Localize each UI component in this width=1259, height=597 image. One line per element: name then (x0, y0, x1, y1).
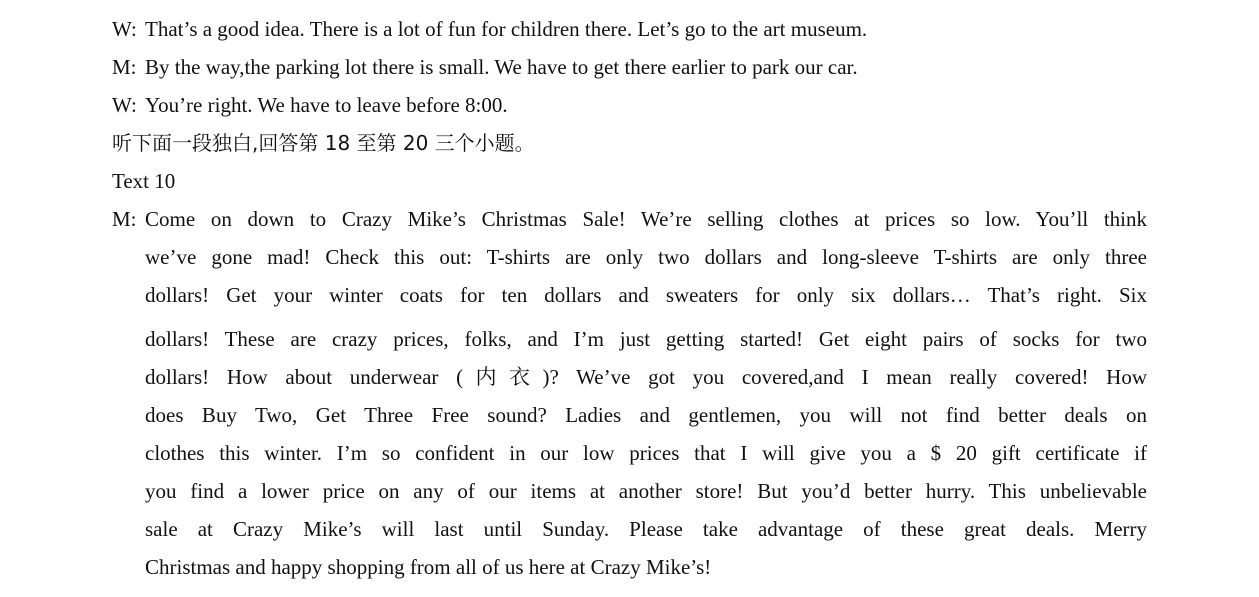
speaker-label: W: (112, 17, 137, 41)
monologue-line: clothes this winter. I’m so confident in our low prices that I will give you a $ 20 gift certificate if (145, 441, 1147, 465)
monologue-line: you find a lower price on any of our items at another store! But you’d better hurry. This unbelievable (145, 479, 1147, 503)
monologue-line: dollars! Get your winter coats for ten dollars and sweaters for only six dollars… That’s right. Six (145, 283, 1147, 307)
speaker-label: M: (112, 207, 137, 231)
monologue-text: Come on down to Crazy Mike’s Christmas Sale! We’re selling clothes at prices so low. You’ll think (145, 207, 1147, 231)
dialogue-line (112, 86, 1152, 124)
monologue-line (112, 200, 1147, 238)
text-label: Text 10 (112, 169, 176, 193)
monologue-line: we’ve gone mad! Check this out: T-shirts are only two dollars and long-sleeve T-shirts are only three (145, 245, 1147, 269)
dialogue-text: That’s a good idea. There is a lot of fun for children there. Let’s go to the art museum. (145, 17, 868, 41)
monologue-line: dollars! These are crazy prices, folks, and I’m just getting started! Get eight pairs of socks for two (145, 327, 1147, 351)
speaker-label: M: (112, 55, 137, 79)
dialogue-text: You’re right. We have to leave before 8:00. (145, 93, 508, 117)
document-page (112, 10, 1152, 586)
dialogue-line (112, 48, 1152, 86)
monologue-paragraph (112, 200, 1152, 586)
dialogue-line (112, 10, 1152, 48)
section-instruction: 听下面一段独白,回答第 18 至第 20 三个小题。 (112, 131, 535, 155)
monologue-line: Christmas and happy shopping from all of us here at Crazy Mike’s! (145, 555, 712, 579)
monologue-line: dollars! How about underwear (内衣)? We’ve got you covered,and I mean really covered! How (145, 365, 1147, 389)
monologue-line: does Buy Two, Get Three Free sound? Ladies and gentlemen, you will not find better deals on (145, 403, 1147, 427)
speaker-label: W: (112, 93, 137, 117)
dialogue-text: By the way,the parking lot there is small. We have to get there earlier to park our car. (145, 55, 858, 79)
monologue-line: sale at Crazy Mike’s will last until Sunday. Please take advantage of these great deals. Merry (145, 517, 1147, 541)
